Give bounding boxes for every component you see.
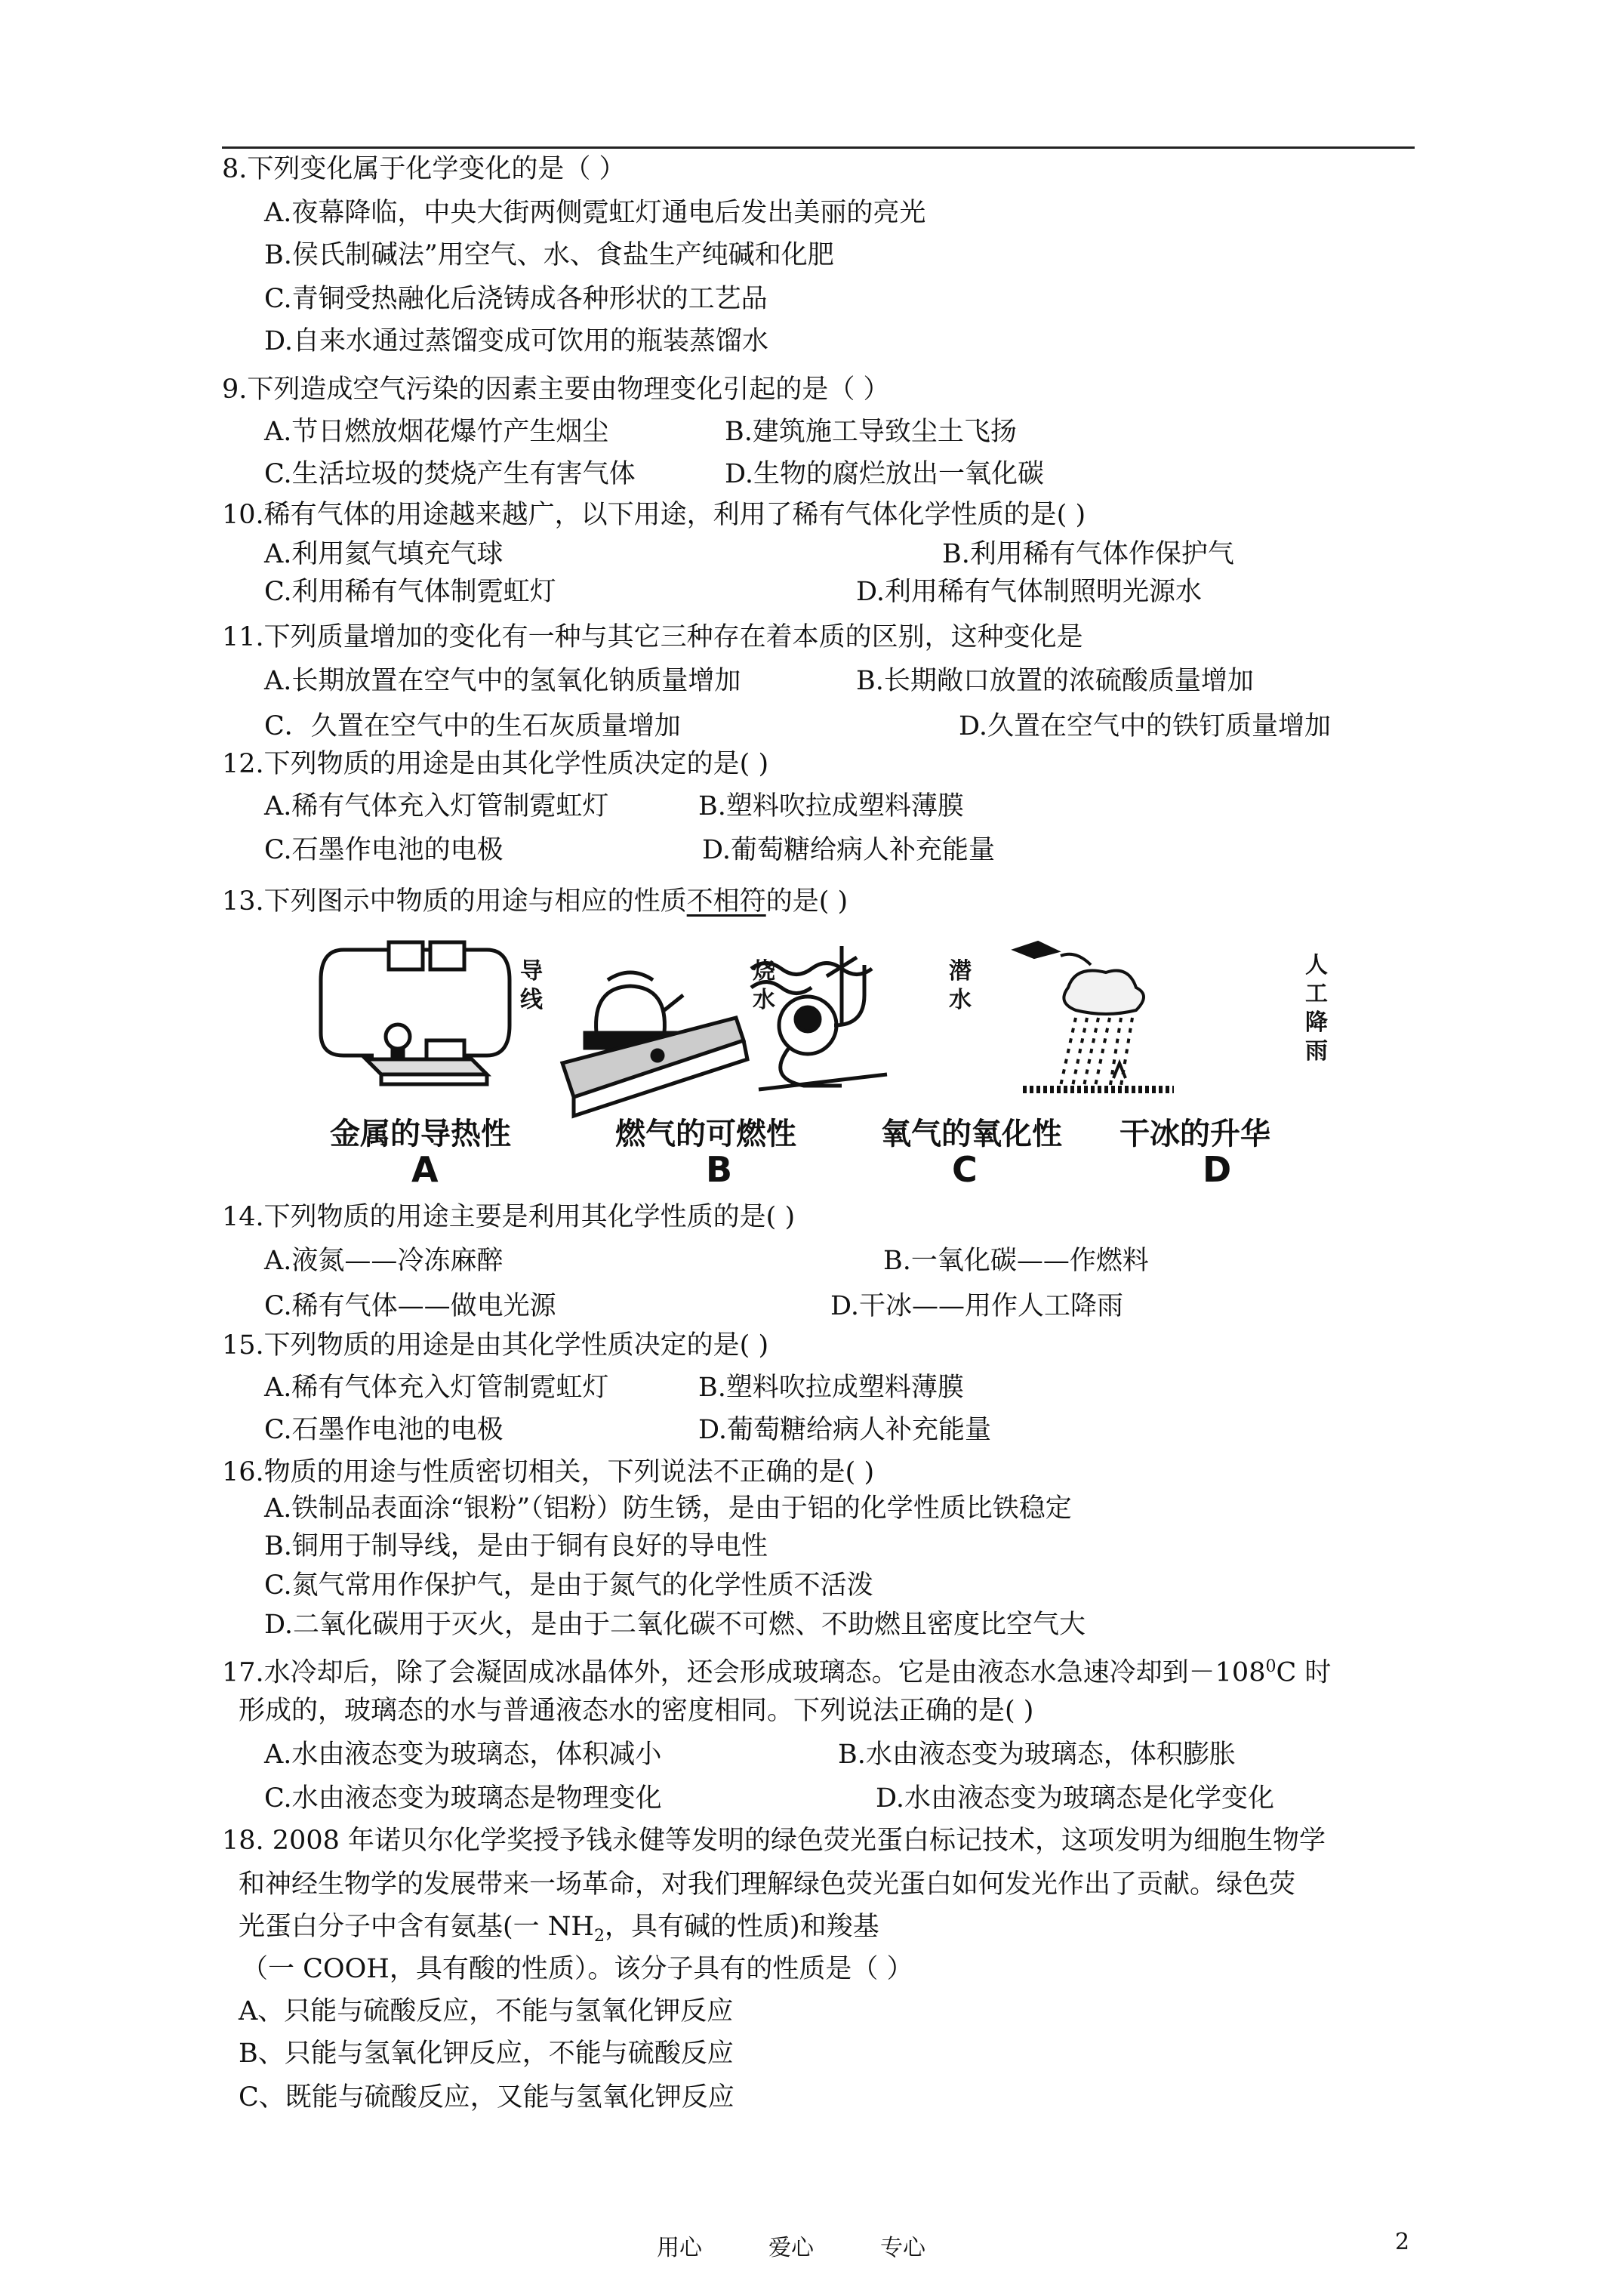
q11-option-a: A.长期放置在空气中的氢氧化钠质量增加 bbox=[264, 666, 741, 696]
q17-option-c: C.水由液态变为玻璃态是物理变化 bbox=[264, 1783, 662, 1814]
q14-option-c: C.稀有气体——做电光源 bbox=[264, 1291, 556, 1321]
q14-option-b: B.一氧化碳——作燃料 bbox=[883, 1246, 1149, 1276]
header-rule bbox=[222, 146, 1415, 149]
artificial-rain-illustration bbox=[1015, 942, 1174, 1089]
q13-label-d: 人工降雨 bbox=[1305, 952, 1328, 1065]
q13-letter-b: B bbox=[706, 1149, 733, 1190]
q11-option-b: B.长期敞口放置的浓硫酸质量增加 bbox=[856, 666, 1254, 696]
q12-stem: 12.下列物质的用途是由其化学性质决定的是( ) bbox=[222, 749, 769, 779]
q17-stem-line1: 17.水冷却后，除了会凝固成冰晶体外，还会形成玻璃态。它是由液态水急速冷却到$-108^0C$ 时 bbox=[222, 1657, 1332, 1688]
q13-caption-d: 干冰的升华 bbox=[1119, 1117, 1270, 1151]
q13-label-b: 烧水 bbox=[753, 958, 775, 1013]
page-number: 2 bbox=[1395, 2229, 1410, 2255]
q11-option-d: D.久置在空气中的铁钉质量增加 bbox=[959, 711, 1331, 741]
q18-stem-line3: 光蛋白分子中含有氨基(一 $NH_2$，具有碱的性质)和羧基 bbox=[239, 1912, 879, 1946]
q13-label-a: 导线 bbox=[520, 958, 543, 1013]
q18-option-a: A、只能与硫酸反应，不能与氢氧化钾反应 bbox=[239, 1996, 734, 2026]
q15-option-a: A.稀有气体充入灯管制霓虹灯 bbox=[264, 1373, 609, 1403]
q18-option-b: B、只能与氢氧化钾反应，不能与硫酸反应 bbox=[239, 2039, 734, 2069]
q8-option-d: D.自来水通过蒸馏变成可饮用的瓶装蒸馏水 bbox=[264, 326, 768, 356]
footer-item-3: 专心 bbox=[880, 2235, 925, 2261]
footer-item-1: 用心 bbox=[657, 2235, 702, 2261]
q13-stem: 13.下列图示中物质的用途与相应的性质不相符的是( ) bbox=[222, 886, 848, 917]
circuit-illustration bbox=[321, 942, 510, 1084]
q14-stem: 14.下列物质的用途主要是利用其化学性质的是( ) bbox=[222, 1202, 796, 1232]
q10-option-b: B.利用稀有气体作保护气 bbox=[942, 539, 1234, 569]
q13-letter-a: A bbox=[411, 1149, 439, 1190]
q8-option-a: A.夜幕降临，中央大街两侧霓虹灯通电后发出美丽的亮光 bbox=[264, 198, 926, 228]
q10-stem: 10.稀有气体的用途越来越广，以下用途，利用了稀有气体化学性质的是( ) bbox=[222, 500, 1086, 530]
q9-option-a: A.节日燃放烟花爆竹产生烟尘 bbox=[264, 417, 609, 447]
q16-option-d: D.二氧化碳用于灭火，是由于二氧化碳不可燃、不助燃且密度比空气大 bbox=[264, 1610, 1086, 1640]
q8-option-b: B.侯氏制碱法”用空气、水、食盐生产纯碱和化肥 bbox=[264, 240, 834, 270]
q17-option-d: D.水由液态变为玻璃态是化学变化 bbox=[876, 1783, 1274, 1814]
q11-stem: 11.下列质量增加的变化有一种与其它三种存在着本质的区别，这种变化是 bbox=[222, 622, 1083, 652]
q13-label-c: 潜水 bbox=[949, 958, 972, 1013]
q10-option-c: C.利用稀有气体制霓虹灯 bbox=[264, 577, 556, 607]
q8-option-c: C.青铜受热融化后浇铸成各种形状的工艺品 bbox=[264, 284, 768, 314]
q15-option-b: B.塑料吹拉成塑料薄膜 bbox=[698, 1373, 964, 1403]
q9-stem: 9.下列造成空气污染的因素主要由物理变化引起的是（ ） bbox=[222, 374, 890, 405]
q17-option-a: A.水由液态变为玻璃态，体积减小 bbox=[264, 1740, 662, 1770]
q14-option-a: A.液氮——冷冻麻醉 bbox=[264, 1246, 504, 1276]
q13-letter-d: D bbox=[1203, 1149, 1232, 1190]
q13-caption-a: 金属的导热性 bbox=[330, 1117, 511, 1151]
q10-option-d: D.利用稀有气体制照明光源水 bbox=[856, 577, 1202, 607]
q17-option-b: B.水由液态变为玻璃态，体积膨胀 bbox=[838, 1740, 1236, 1770]
q14-option-d: D.干冰——用作人工降雨 bbox=[830, 1291, 1123, 1321]
q12-option-c: C.石墨作电池的电极 bbox=[264, 835, 504, 865]
q15-stem: 15.下列物质的用途是由其化学性质决定的是( ) bbox=[222, 1330, 769, 1361]
q11-option-c: C．久置在空气中的生石灰质量增加 bbox=[264, 711, 681, 741]
q18-stem-line4: （一 COOH，具有酸的性质）。该分子具有的性质是（ ） bbox=[242, 1954, 913, 1984]
q16-stem: 16.物质的用途与性质密切相关，下列说法不正确的是( ) bbox=[222, 1457, 875, 1487]
kettle-illustration bbox=[562, 972, 747, 1116]
q12-option-b: B.塑料吹拉成塑料薄膜 bbox=[698, 791, 964, 821]
q9-option-b: B.建筑施工导致尘土飞扬 bbox=[725, 417, 1017, 447]
q12-option-a: A.稀有气体充入灯管制霓虹灯 bbox=[264, 791, 609, 821]
q18-stem-line2: 和神经生物学的发展带来一场革命，对我们理解绿色荧光蛋白如何发光作出了贡献。绿色荧 bbox=[239, 1869, 1296, 1900]
q13-caption-b: 燃气的可燃性 bbox=[615, 1117, 796, 1151]
q15-option-d: D.葡萄糖给病人补充能量 bbox=[698, 1415, 991, 1445]
q9-option-c: C.生活垃圾的焚烧产生有害气体 bbox=[264, 459, 636, 489]
q17-stem-line2: 形成的，玻璃态的水与普通液态水的密度相同。下列说法正确的是( ) bbox=[239, 1696, 1034, 1726]
q18-stem-line1: 18. 2008 年诺贝尔化学奖授予钱永健等发明的绿色荧光蛋白标记技术，这项发明为细胞生物学 bbox=[222, 1826, 1326, 1856]
q9-option-d: D.生物的腐烂放出一氧化碳 bbox=[725, 459, 1044, 489]
q16-option-a: A.铁制品表面涂“银粉”（铝粉）防生锈，是由于铝的化学性质比铁稳定 bbox=[264, 1493, 1072, 1524]
q13-figure bbox=[313, 935, 1340, 1195]
q10-option-a: A.利用氦气填充气球 bbox=[264, 539, 504, 569]
q12-option-d: D.葡萄糖给病人补充能量 bbox=[702, 835, 995, 865]
q13-caption-c: 氧气的氧化性 bbox=[881, 1117, 1062, 1151]
q13-illustrations bbox=[313, 935, 1340, 1195]
footer-item-2: 爱心 bbox=[768, 2235, 814, 2261]
q13-letter-c: C bbox=[952, 1149, 978, 1190]
q15-option-c: C.石墨作电池的电极 bbox=[264, 1415, 504, 1445]
q8-stem: 8.下列变化属于化学变化的是（ ） bbox=[222, 154, 626, 184]
q18-option-c: C、既能与硫酸反应，又能与氢氧化钾反应 bbox=[239, 2082, 735, 2113]
q16-option-b: B.铜用于制导线，是由于铜有良好的导电性 bbox=[264, 1531, 768, 1561]
q16-option-c: C.氮气常用作保护气，是由于氮气的化学性质不活泼 bbox=[264, 1570, 873, 1601]
q13-underlined-keyword: 不相符 bbox=[686, 886, 766, 917]
